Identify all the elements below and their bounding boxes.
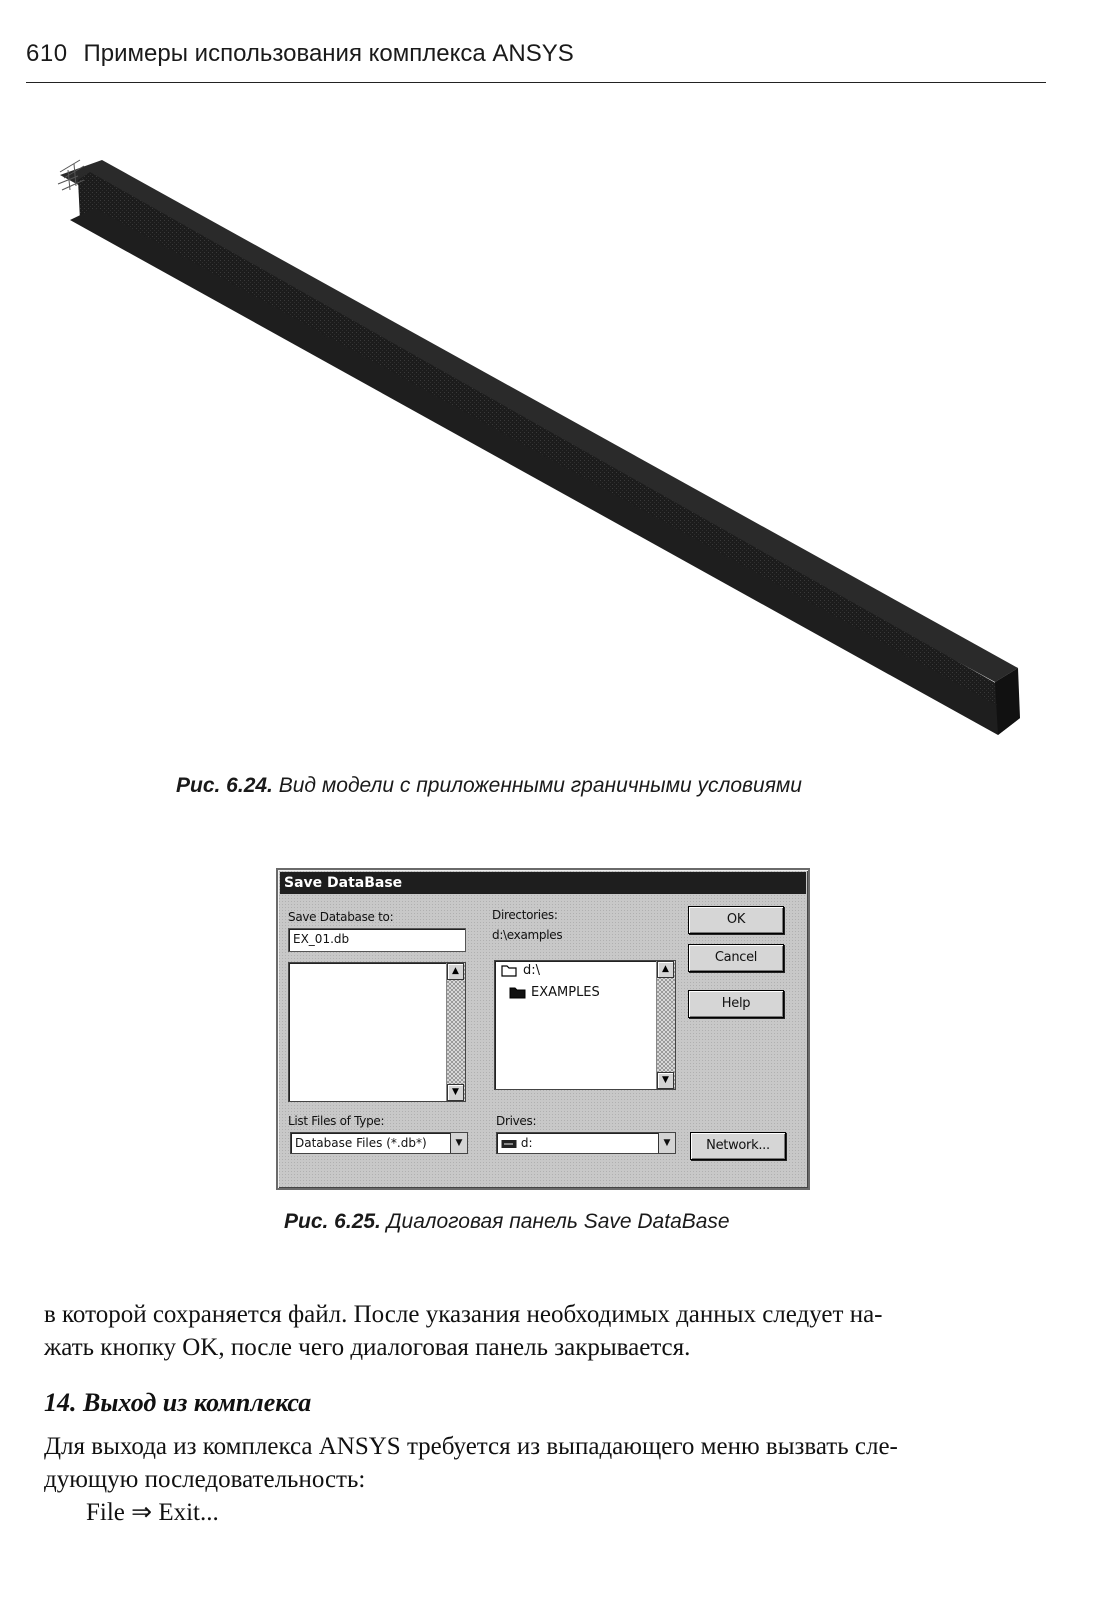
files-scrollbar[interactable]: [446, 963, 465, 1101]
paragraph-line: жать кнопку OK, после чего диалоговая панель закрывается.: [44, 1334, 691, 1361]
figure-label: Рис. 6.24.: [176, 774, 273, 797]
drives-label: Drives:: [496, 1114, 537, 1128]
cancel-button[interactable]: Cancel: [688, 944, 784, 972]
running-title: Примеры использования комплекса ANSYS: [83, 40, 574, 67]
chevron-down-icon[interactable]: ▼: [450, 1133, 467, 1153]
dir-item-label: d:\: [523, 963, 541, 978]
filename-input[interactable]: EX_01.db: [288, 928, 466, 952]
directories-scrollbar[interactable]: [656, 961, 675, 1089]
save-database-dialog: [276, 868, 810, 1190]
file-type-select[interactable]: [290, 1132, 468, 1154]
ok-button[interactable]: OK: [688, 906, 784, 934]
figure-caption-text: Диалоговая панель Save DataBase: [386, 1210, 730, 1233]
file-type-label: List Files of Type:: [288, 1114, 385, 1128]
beam-bottom-flange: [70, 208, 1020, 735]
files-listbox[interactable]: [288, 962, 466, 1102]
figure-label: Рис. 6.25.: [284, 1210, 381, 1233]
file-type-value: Database Files (*.db*): [295, 1136, 427, 1150]
network-button[interactable]: Network...: [690, 1132, 786, 1160]
directories-listbox[interactable]: [494, 960, 676, 1090]
scroll-up-icon[interactable]: ▲: [447, 963, 464, 980]
figure-caption-6-25: [284, 1210, 730, 1234]
current-directory: d:\examples: [492, 928, 563, 942]
scroll-down-icon[interactable]: ▼: [447, 1084, 464, 1101]
paragraph-1: [44, 1298, 1064, 1364]
folder-icon: [509, 986, 527, 1000]
paragraph-line: дующую последовательность:: [44, 1466, 366, 1493]
beam-web: [78, 172, 1008, 715]
paragraph-2: [44, 1430, 1064, 1529]
open-folder-icon: [501, 964, 519, 978]
page-number: 610: [26, 40, 68, 67]
help-button[interactable]: Help: [688, 990, 784, 1018]
figure-caption-6-24: [176, 774, 802, 798]
section-heading: 14. Выход из комплекса: [44, 1388, 312, 1417]
drive-icon: [501, 1139, 517, 1149]
figure-caption-text: Вид модели с приложенными граничными условиями: [278, 774, 802, 797]
beam-model-figure: [40, 120, 1070, 780]
dir-item-root[interactable]: [501, 963, 540, 978]
drive-value: d:: [520, 1136, 533, 1150]
save-to-label: Save Database to:: [288, 910, 394, 924]
scroll-up-icon[interactable]: ▲: [657, 961, 674, 978]
dir-item-examples[interactable]: [509, 985, 600, 1000]
chevron-down-icon[interactable]: ▼: [658, 1133, 675, 1153]
dir-item-label: EXAMPLES: [531, 985, 600, 1000]
running-header: [26, 40, 1046, 83]
dialog-titlebar[interactable]: Save DataBase: [280, 872, 806, 894]
scroll-down-icon[interactable]: ▼: [657, 1072, 674, 1089]
directories-label: Directories:: [492, 908, 558, 922]
command-sequence: File ⇒ Exit...: [86, 1499, 219, 1526]
paragraph-line: Для выхода из комплекса ANSYS требуется из выпадающего меню вызвать сле-: [44, 1433, 898, 1460]
paragraph-line: в которой сохраняется файл. После указания необходимых данных следует на-: [44, 1301, 883, 1328]
drives-select[interactable]: [496, 1132, 676, 1154]
